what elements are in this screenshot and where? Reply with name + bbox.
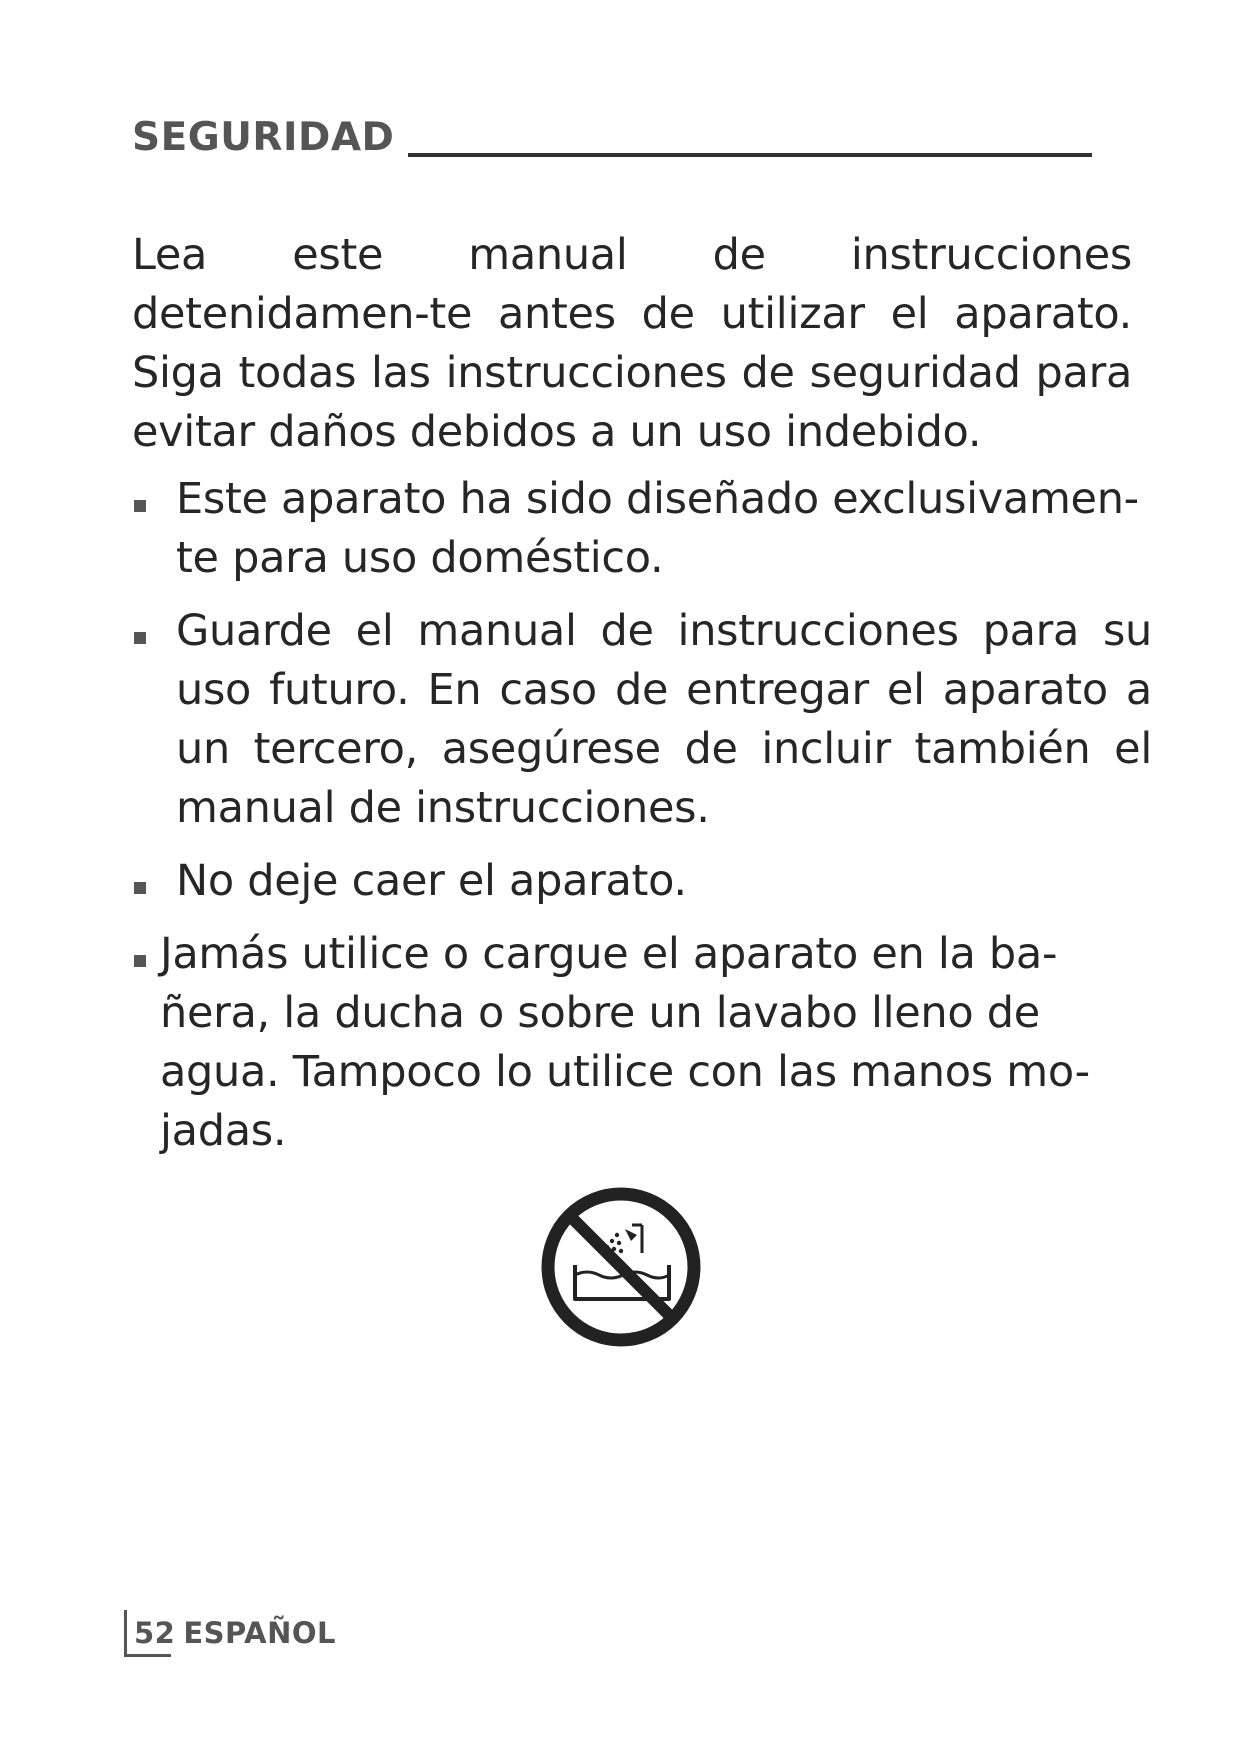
language-label: ESPAÑOL [183, 1616, 336, 1650]
intro-paragraph: Lea este manual de instrucciones detenidamen-te antes de utilizar el aparato. Siga todas las instrucciones de seguridad para evitar daños debidos a un uso indebido. [132, 230, 1132, 457]
no-bathtub-shower-icon [537, 1183, 705, 1351]
footer-text [134, 1616, 344, 1650]
page-footer [124, 1610, 344, 1656]
bullet-square-icon [134, 500, 146, 512]
list-item [132, 602, 1152, 838]
section-rule [408, 153, 1092, 157]
list-item-text: Jamás utilice o cargue el aparato en la ba-ñera, la ducha o sobre un lavabo lleno de agua. Tampoco lo utilice con las manos mo-jadas. [160, 929, 1090, 1156]
section-title: SEGURIDAD [132, 115, 395, 160]
bullet-square-icon [134, 955, 146, 967]
list-item [132, 470, 1152, 588]
list-item-text: Este aparato ha sido diseñado exclusivamen-te para uso doméstico. [176, 474, 1139, 583]
list-item-text: Guarde el manual de instrucciones para su uso futuro. En caso de entregar el aparato a un tercero, asegúrese de incluir también el manual de instrucciones. [176, 606, 1152, 833]
safety-list [132, 470, 1152, 1175]
bullet-square-icon [134, 632, 146, 644]
section-header [132, 115, 1092, 160]
bullet-square-icon [134, 882, 146, 894]
list-item [132, 925, 1152, 1161]
page-number: 52 [134, 1616, 176, 1650]
list-item [132, 852, 1152, 911]
list-item-text: No deje caer el aparato. [176, 856, 687, 906]
